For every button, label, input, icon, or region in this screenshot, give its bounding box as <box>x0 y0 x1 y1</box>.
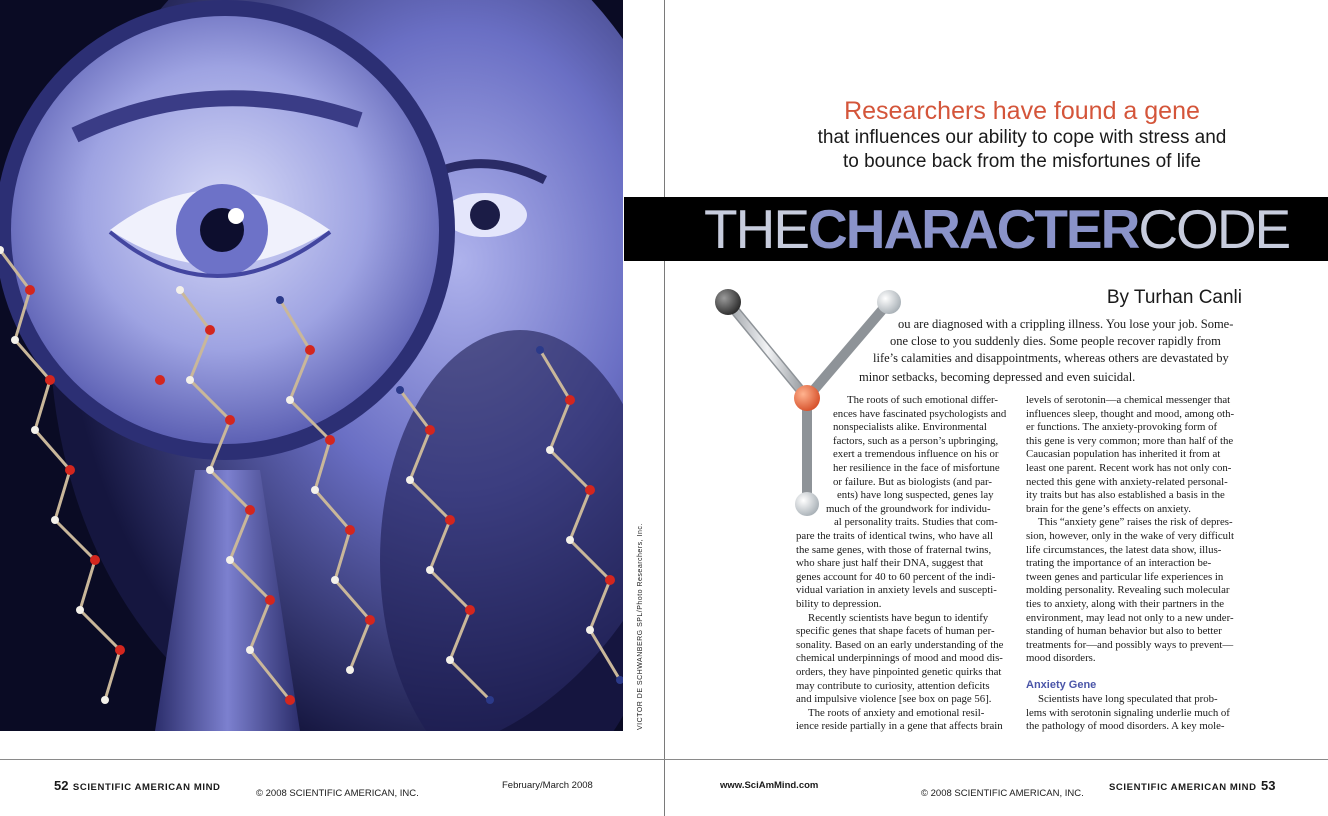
col2-line: this gene is very common; more than half of the <box>1026 434 1234 447</box>
col1-line: The roots of anxiety and emotional resil- <box>808 706 985 719</box>
issue-date: February/March 2008 <box>502 780 593 791</box>
col1-line: ents) have long suspected, genes lay <box>837 489 994 502</box>
col2-line: life circumstances, the latest data show, illus- <box>1026 543 1222 556</box>
col2-line: sion, however, only in the wake of very difficult <box>1026 530 1235 542</box>
col2-line: environment, may lead not only to a new under- <box>1026 611 1234 624</box>
col1-line: the same genes, with those of fraternal twins, <box>796 543 992 556</box>
col1-line: orders, they have pinpointed genetic quirks that <box>796 666 1002 678</box>
intro-line-1: ou are diagnosed with a crippling illness. You lose your job. Some- <box>898 317 1234 331</box>
deck-line-2: to bounce back from the misfortunes of life <box>842 151 1201 172</box>
col2-line: mood disorders. <box>1026 652 1096 665</box>
magazine-name-right: SCIENTIFIC AMERICAN MIND <box>1109 782 1257 793</box>
col1-line: genes account for 40 to 60 percent of the indi- <box>796 570 996 583</box>
footer-right <box>1109 777 1276 795</box>
col2-line: ity traits but has also established a basis in the <box>1026 489 1225 502</box>
col1-line: much of the groundwork for individu- <box>826 502 991 515</box>
deck-lead: Researchers have found a gene <box>844 97 1200 125</box>
intro-line-2: one close to you suddenly dies. Some people recover rapidly from <box>890 334 1221 348</box>
title-part-character: CHARACTER <box>808 198 1139 260</box>
copyright-right: © 2008 SCIENTIFIC AMERICAN, INC. <box>921 788 1084 799</box>
title-part-the: THE <box>704 198 808 260</box>
col1-line: may contribute to curiosity, attention deficits <box>796 679 990 692</box>
col1-line: sonality. Based on an early understanding of the <box>796 638 1004 651</box>
byline: By Turhan Canli <box>1106 287 1242 308</box>
title-part-code: CODE <box>1138 198 1290 260</box>
photo-credit-text: VICTOR DE SCHWANBERG SPL/Photo Researchers, Inc. <box>637 523 644 730</box>
col1-line: her resilience in the face of misfortune <box>833 462 1000 474</box>
col1-line: bility to depression. <box>796 598 882 610</box>
deck-line-1: that influences our ability to cope with stress and <box>817 127 1227 148</box>
col2-line: levels of serotonin—a chemical messenger that <box>1026 394 1231 406</box>
col1-line: specific genes that shape facets of human per- <box>796 625 995 638</box>
col2-line: influences sleep, thought and mood, among oth- <box>1026 407 1235 420</box>
article-title <box>704 197 1289 261</box>
page-number-left: 52 <box>54 778 69 793</box>
magazine-name-left: SCIENTIFIC AMERICAN MIND <box>72 782 221 793</box>
col2-line: er functions. The anxiety-provoking form of <box>1026 421 1218 434</box>
col1-line: Recently scientists have begun to identify <box>808 611 989 624</box>
col2-line: treatments for—and possibly ways to prevent— <box>1026 638 1234 651</box>
magnifier-face-illustration <box>0 0 623 731</box>
col2-line: the pathology of mood disorders. A key mole- <box>1026 720 1225 733</box>
col1-line: The roots of such emotional differ- <box>847 394 998 406</box>
col2-line: standing of human behavior but also to better <box>1026 625 1222 638</box>
page-gutter <box>664 0 665 816</box>
footer-left <box>54 777 221 795</box>
col1-line: and impulsive violence [see box on page 56]. <box>796 693 992 706</box>
col1-line: or failure. But as biologists (and par- <box>833 475 993 488</box>
intro-line-3: life’s calamities and disappointments, whereas others are devastated by <box>873 351 1229 365</box>
col1-line: ience reside partially in a gene that affects brain <box>796 720 1003 733</box>
copyright-left: © 2008 SCIENTIFIC AMERICAN, INC. <box>256 788 419 799</box>
col2-line: Scientists have long speculated that prob- <box>1038 693 1218 706</box>
col1-line: nonspecialists alike. Environmental <box>833 421 987 434</box>
cover-photo <box>0 0 623 731</box>
col1-line: chemical underpinnings of mood and mood dis- <box>796 652 1003 665</box>
col2-line: nected this gene with anxiety-related personal- <box>1026 475 1228 488</box>
col1-line: exert a tremendous influence on his or <box>833 448 999 461</box>
col1-line: al personality traits. Studies that com- <box>834 516 998 529</box>
col2-line: lems with serotonin signaling underlie much of <box>1026 706 1230 719</box>
col1-line: ences have fascinated psychologists and <box>833 407 1007 420</box>
subhead-anxiety-gene: Anxiety Gene <box>1026 679 1097 691</box>
col2-line: brain for the gene’s effects on anxiety. <box>1026 502 1191 515</box>
col2-line: ties to anxiety, along with their partners in the <box>1026 598 1225 610</box>
col2-line: This “anxiety gene” raises the risk of depres- <box>1038 516 1233 529</box>
col1-line: who share just half their DNA, suggest that <box>796 557 984 570</box>
intro-line-4: minor setbacks, becoming depressed and even suicidal. <box>859 370 1136 384</box>
page-number-right: 53 <box>1261 778 1276 793</box>
col2-line: Caucasian population has inherited it from at <box>1026 448 1221 461</box>
col2-line: least one parent. Recent work has not only con- <box>1026 462 1232 474</box>
col1-line: vidual variation in anxiety levels and suscepti- <box>796 584 997 597</box>
col2-line: molding personality. Revealing such molecular <box>1026 584 1230 597</box>
col1-line: pare the traits of identical twins, who have all <box>796 530 993 542</box>
col2-line: tween genes and particular life experiences in <box>1026 570 1224 583</box>
footer-rule <box>0 759 1328 760</box>
deck <box>700 96 1328 174</box>
photo-credit <box>624 520 642 730</box>
website-url: www.SciAmMind.com <box>720 780 819 791</box>
col1-line: factors, such as a person’s upbringing, <box>833 434 999 447</box>
col2-line: trating the importance of an interaction be- <box>1026 557 1212 570</box>
